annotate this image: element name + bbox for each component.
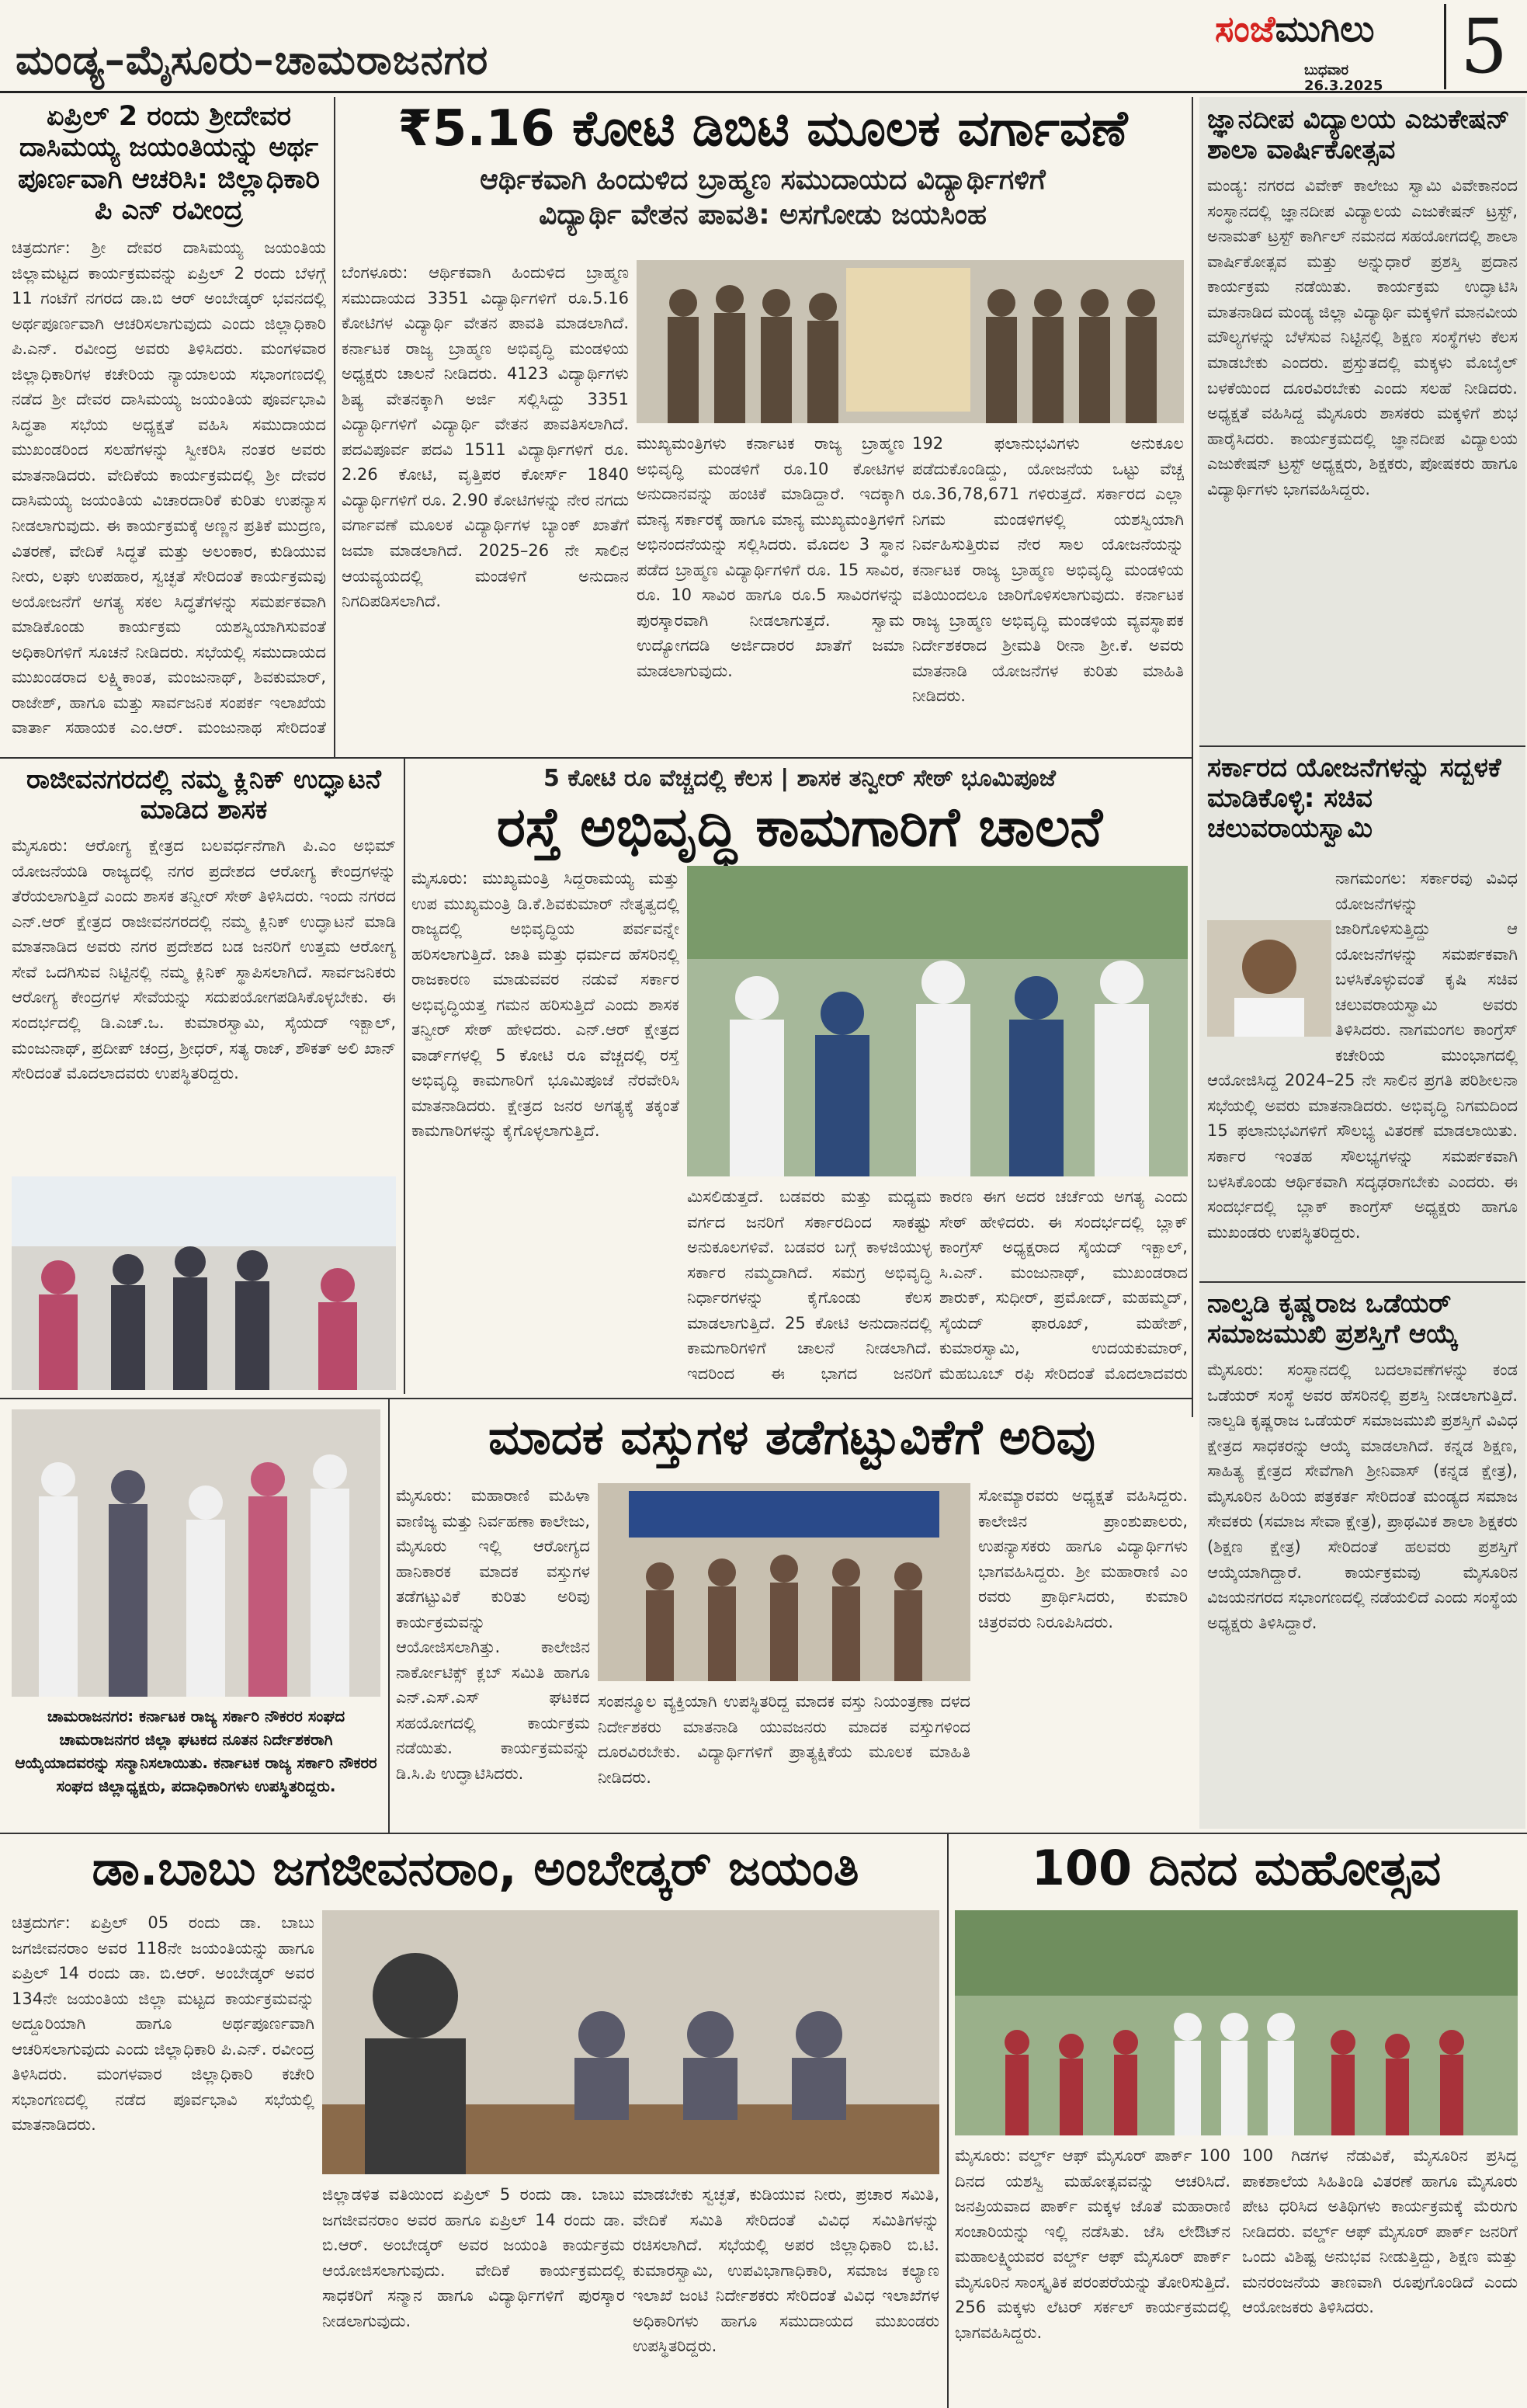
story-dasimayya [12, 101, 326, 744]
headline: 100 ದಿನದ ಮಹೋತ್ಸವ [1031, 1840, 1442, 1896]
subheadline: ವಿದ್ಯಾರ್ಥಿ ವೇತನ ಪಾವತಿ: ಅಸಗೋಡು ಜಯಸಿಂಹ [539, 198, 987, 231]
section-title: ಮಂಡ್ಯ–ಮೈಸೂರು–ಚಾಮರಾಜನಗರ [16, 37, 489, 84]
group-photo-icon [955, 1910, 1518, 2135]
story-road-works [411, 765, 1188, 859]
brand-mugilu: ಮುಗಿಲು [1275, 8, 1375, 50]
story-body: ಜಿಲ್ಲಾಡಳಿತ ವತಿಯಿಂದ ಏಪ್ರಿಲ್ 5 ರಂದು ಡಾ. ಬಾಬು ಜಗಜೀವನರಾಂ ಅವರ ಹಾಗೂ ಏಪ್ರಿಲ್ 14 ರಂದು ಡಾ. ಬಿ.ಆರ್. ಅಂಬೇಡ್ಕರ್ ಅವರ ಜಯಂತಿ ಕಾರ್ಯಕ್ರಮ ಆಯೋಜಿಸಲಾಗುವುದು. ವೇದಿಕೆ ಕಾರ್ಯಕ್ರಮದಲ್ಲಿ ಸಾಧಕರಿಗೆ ಸನ್ಮಾನ ಹಾಗೂ ವಿದ್ಯಾರ್ಥಿಗಳಿಗೆ ಪುರಸ್ಕಾರ ನೀಡಲಾಗುವುದು. [322, 2185, 625, 2330]
story-body: ಮೈಸೂರು: ವರ್ಲ್ಡ್ ಆಫ್ ಮೈಸೂರ್ ಪಾರ್ಕ್ 100 ದಿನದ ಯಶಸ್ವಿ ಮಹೋತ್ಸವವನ್ನು ಆಚರಿಸಿದೆ. ಜನಪ್ರಿಯವಾದ ಪಾರ್ಕ್ ಮಕ್ಕಳ ಜೊತೆ ಮಹಾರಾಣಿ ಸಂಚಾರಿಯನ್ನು ಇಲ್ಲಿ ನಡೆಸಿತು. ಜೆಸಿ ಲೇಔಟ್‌ನ ಮಹಾಲಕ್ಷ್ಮಿಯವರ ವರ್ಲ್ಡ್ ಆಫ್ ಮೈಸೂರ್ ಪಾರ್ಕ್ ಮೈಸೂರಿನ ಸಾಂಸ್ಕೃತಿಕ ಪರಂಪರೆಯನ್ನು ತೋರಿಸುತ್ತಿದೆ. 256 ಮಕ್ಕಳು ಲೆಟರ್ ಸರ್ಕಲ್ ಕಾರ್ಯಕ್ರಮದಲ್ಲಿ ಭಾಗವಹಿಸಿದ್ದರು. [955, 2146, 1230, 2342]
story-jnanadeepa [1207, 105, 1518, 701]
issue-date: 26.3.2025 [1304, 78, 1383, 94]
story-jayanti [12, 1840, 939, 1895]
page-header [0, 0, 1527, 93]
story-body [1207, 866, 1518, 1277]
column-rule [334, 97, 335, 757]
story-namma-clinic [12, 765, 396, 1159]
column-rule [947, 1833, 949, 2408]
headline: ಜ್ಞಾನದೀಪ ವಿದ್ಯಾಲಯ ಎಜುಕೇಷನ್ ಶಾಲಾ ವಾರ್ಷಿಕೋತ್ಸವ [1207, 104, 1510, 166]
headline: ರಾಜೀವನಗರದಲ್ಲಿ ನಮ್ಮ ಕ್ಲಿನಿಕ್ ಉದ್ಘಾಟನೆ ಮಾಡಿದ ಶಾಸಕ [26, 764, 381, 826]
story-body: ಮುಖ್ಯಮಂತ್ರಿಗಳು ಕರ್ನಾಟಕ ರಾಜ್ಯ ಬ್ರಾಹ್ಮಣ ಅಭಿವೃದ್ಧಿ ಮಂಡಳಿಗೆ ರೂ.10 ಕೋಟಿಗಳ ಅನುದಾನವನ್ನು ಹಂಚಿಕೆ ಮಾಡಿದ್ದಾರೆ. ಇದಕ್ಕಾಗಿ ಮಾನ್ಯ ಸರ್ಕಾರಕ್ಕೆ ಹಾಗೂ ಮಾನ್ಯ ಮುಖ್ಯಮಂತ್ರಿಗಳಿಗೆ ಅಭಿನಂದನೆಯನ್ನು ಸಲ್ಲಿಸಿದರು. ಮೊದಲ 3 ಸ್ಥಾನ ಪಡೆದ ಬ್ರಾಹ್ಮಣ ವಿದ್ಯಾರ್ಥಿಗಳಿಗೆ ರೂ. 15 ಸಾವಿರ, ರೂ. 10 ಸಾವಿರ ಹಾಗೂ ರೂ.5 ಸಾವಿರಗಳನ್ನು ಪುರಸ್ಕಾರವಾಗಿ ನೀಡಲಾಗುತ್ತದೆ. ಸ್ವಾಮ ಉದ್ಯೋಗದಡಿ ಅರ್ಜಿದಾರರ ಖಾತೆಗೆ ಜಮಾ ಮಾಡಲಾಗುವುದು. [637, 434, 904, 680]
story-chaluvarayaswamy [1207, 753, 1518, 844]
story-body: ಕಾರಣ ಈಗ ಅದರ ಚರ್ಚೆಯ ಅಗತ್ಯ ಎಂದು ಸೇಠ್ ಹೇಳಿದರು. ಈ ಸಂದರ್ಭದಲ್ಲಿ ಬ್ಲಾಕ್ ಕಾಂಗ್ರೆಸ್ ಅಧ್ಯಕ್ಷರಾದ ಸೈಯದ್ ಇಕ್ಬಾಲ್, ಸಿ.ಎನ್. ಮಂಜುನಾಥ್, ಮುಖಂಡರಾದ ಶಾರುಕ್, ಸುಧೀರ್, ಪ್ರಮೋದ್, ಮಹಮ್ಮದ್, ಸೈಯದ್ ಫಾರೂಖ್, ಮಹೇಶ್, ಕುಮಾರಸ್ವಾಮಿ, ಉದಯಕುಮಾರ್, ಮೆಹಬೂಬ್ ರಫಿ ಸೇರಿದಂತೆ ಮೊದಲಾದವರು [939, 1187, 1188, 1383]
story-body: ಚಿತ್ರದುರ್ಗ: ಏಪ್ರಿಲ್ 05 ರಂದು ಡಾ. ಬಾಬು ಜಗಜೀವನರಾಂ ಅವರ 118ನೇ ಜಯಂತಿಯನ್ನು ಹಾಗೂ ಏಪ್ರಿಲ್ 14 ರಂದು ಡಾ. ಬಿ.ಆರ್. ಅಂಬೇಡ್ಕರ್ ಅವರ 134ನೇ ಜಯಂತಿಯ ಜಿಲ್ಲಾ ಮಟ್ಟದ ಕಾರ್ಯಕ್ರಮವನ್ನು ಅದ್ದೂರಿಯಾಗಿ ಹಾಗೂ ಅರ್ಥಪೂರ್ಣವಾಗಿ ಆಚರಿಸಲಾಗುವುದು ಎಂದು ಜಿಲ್ಲಾಧಿಕಾರಿ ಪಿ.ಎನ್. ರವೀಂದ್ರ ತಿಳಿಸಿದರು. ಮಂಗಳವಾರ ಜಿಲ್ಲಾಧಿಕಾರಿ ಕಚೇರಿ ಸಭಾಂಗಣದಲ್ಲಿ ನಡೆದ ಪೂರ್ವಭಾವಿ ಸಭೆಯಲ್ಲಿ ಮಾತನಾಡಿದರು. [12, 1913, 314, 2135]
headline: ಡಾ.ಬಾಬು ಜಗಜೀವನರಾಂ, ಅಂಬೇಡ್ಕರ್ ಜಯಂತಿ [92, 1840, 859, 1896]
issue-day: ಬುಧವಾರ [1304, 62, 1348, 78]
row-rule [0, 1398, 1192, 1399]
row-rule [0, 757, 1192, 759]
photo-awareness-event [598, 1483, 970, 1681]
group-photo-icon [598, 1483, 970, 1681]
story-nalwadi-award [1207, 1289, 1518, 1808]
story-100-days [955, 1840, 1518, 1895]
story-body-text: ನಾಗಮಂಗಲ: ಸರ್ಕಾರವು ವಿವಿಧ ಯೋಜನೆಗಳನ್ನು ಜಾರಿಗೊಳಿಸುತ್ತಿದ್ದು ಆ ಯೋಜನೆಗಳನ್ನು ಸಮರ್ಪಕವಾಗಿ ಬಳಸಿಕೊಳ್ಳುವಂತೆ ಕೃಷಿ ಸಚಿವ ಚಲುವರಾಯಸ್ವಾಮಿ ಅವರು ತಿಳಿಸಿದರು. ನಾಗಮಂಗಲ ಕಾಂಗ್ರೆಸ್ ಕಚೇರಿಯ ಮುಂಭಾಗದಲ್ಲಿ ಆಯೋಜಿಸಿದ್ದ 2024–25 ನೇ ಸಾಲಿನ ಪ್ರಗತಿ ಪರಿಶೀಲನಾ ಸಭೆಯಲ್ಲಿ ಅವರು ಮಾತನಾಡಿದರು. ಅಭಿವೃದ್ಧಿ ನಿಗಮದಿಂದ 15 ಫಲಾನುಭವಿಗಳಿಗೆ ಸೌಲಭ್ಯ ವಿತರಣೆ ಮಾಡಲಾಯಿತು. ಸರ್ಕಾರ ಇಂತಹ ಸೌಲಭ್ಯಗಳನ್ನು ಸಮರ್ಪಕವಾಗಿ ಬಳಸಿಕೊಂಡು ಆರ್ಥಿಕವಾಗಿ ಸದೃಢರಾಗಬೇಕು ಎಂದರು. ಈ ಸಂದರ್ಭದಲ್ಲಿ ಬ್ಲಾಕ್ ಕಾಂಗ್ರೆಸ್ ಅಧ್ಯಕ್ಷರು ಹಾಗೂ ಮುಖಂಡರು ಉಪಸ್ಥಿತರಿದ್ದರು. [1207, 869, 1518, 1242]
story-body: ಮೈಸೂರು: ಆರೋಗ್ಯ ಕ್ಷೇತ್ರದ ಬಲವರ್ಧನೆಗಾಗಿ ಪಿ.ಎಂ ಅಭಿಮ್ ಯೋಜನೆಯಡಿ ರಾಜ್ಯದಲ್ಲಿ ನಗರ ಪ್ರದೇಶದ ಆರೋಗ್ಯ ಕೇಂದ್ರಗಳನ್ನು ತೆರೆಯಲಾಗುತ್ತಿದೆ ಎಂದು ಶಾಸಕ ತನ್ವೀರ್ ಸೇಠ್ ತಿಳಿಸಿದರು. ಇಂದು ನಗರದ ಎನ್.ಆರ್ ಕ್ಷೇತ್ರದ ರಾಜೀವನಗರದಲ್ಲಿ ನಮ್ಮ ಕ್ಲಿನಿಕ್ ಉದ್ಘಾಟನೆ ಮಾಡಿ ಮಾತನಾಡಿದ ಅವರು ನಗರ ಪ್ರದೇಶದ ಬಡ ಜನರಿಗೆ ಉತ್ತಮ ಆರೋಗ್ಯ ಸೇವೆ ಒದಗಿಸುವ ನಿಟ್ಟಿನಲ್ಲಿ ನಮ್ಮ ಕ್ಲಿನಿಕ್ ಸ್ಥಾಪಿಸಲಾಗಿದೆ. ಸಾರ್ವಜನಿಕರು ಆರೋಗ್ಯ ಕೇಂದ್ರಗಳ ಸೇವೆಯನ್ನು ಸದುಪಯೋಗಪಡಿಸಿಕೊಳ್ಳಬೇಕು. ಈ ಸಂದರ್ಭದಲ್ಲಿ ಡಿ.ಎಚ್.ಒ. ಕುಮಾರಸ್ವಾಮಿ, ಸೈಯದ್ ಇಕ್ಬಾಲ್, ಮಂಜುನಾಥ್, ಪ್ರದೀಪ್ ಚಂದ್ರ, ಶ್ರೀಧರ್, ಸತ್ಯ ರಾಜ್, ಶೌಕತ್ ಅಲಿ ಖಾನ್ ಸೇರಿದಂತೆ ಮೊದಲಾದವರು ಉಪಸ್ಥಿತರಿದ್ದರು. [12, 836, 396, 1083]
brand-sanje: ಸಂಜೆ [1215, 8, 1275, 50]
group-photo-icon [12, 1176, 396, 1390]
headline: ₹5.16 ಕೋಟಿ ಡಿಬಿಟಿ ಮೂಲಕ ವರ್ಗಾವಣೆ [397, 100, 1128, 158]
story-body: ಮಿಸಲಿಡುತ್ತದೆ. ಬಡವರು ಮತ್ತು ಮಧ್ಯಮ ವರ್ಗದ ಜನರಿಗೆ ಸರ್ಕಾರದಿಂದ ಸಾಕಷ್ಟು ಅನುಕೂಲಗಳಿವೆ. ಬಡವರ ಬಗ್ಗೆ ಕಾಳಜಿಯುಳ್ಳ ಸರ್ಕಾರ ನಮ್ಮದಾಗಿದೆ. ಸಮಗ್ರ ಅಭಿವೃದ್ಧಿ ನಿರ್ಧಾರಗಳನ್ನು ಕೈಗೊಂಡು ಕೆಲಸ ಮಾಡಲಾಗುತ್ತಿದೆ. 25 ಕೋಟಿ ಅನುದಾನದಲ್ಲಿ ಕಾಮಗಾರಿಗಳಿಗೆ ಚಾಲನೆ ನೀಡಲಾಗಿದೆ. ಇದರಿಂದ ಈ ಭಾಗದ ಜನರಿಗೆ [687, 1187, 932, 1383]
headline: ಏಪ್ರಿಲ್ 2 ರಂದು ಶ್ರೀದೇವರ ದಾಸಿಮಯ್ಯ ಜಯಂತಿಯನ್ನು ಅರ್ಥ ಪೂರ್ಣವಾಗಿ ಆಚರಿಸಿ: ಜಿಲ್ಲಾಧಿಕಾರಿ ಪಿ ಎನ್ ರವೀಂದ್ರ [18, 101, 320, 226]
group-photo-icon [687, 866, 1188, 1176]
story-drug-awareness [396, 1409, 1188, 1465]
headline: ಮಾದಕ ವಸ್ತುಗಳ ತಡೆಗಟ್ಟುವಿಕೆಗೆ ಅರಿವು [488, 1409, 1096, 1465]
story-body: ಮಂಡ್ಯ: ನಗರದ ವಿವೇಕ್ ಕಾಲೇಜು ಸ್ವಾಮಿ ವಿವೇಕಾನಂದ ಸಂಸ್ಥಾನದಲ್ಲಿ ಜ್ಞಾನದೀಪ ವಿದ್ಯಾಲಯ ಎಜುಕೇಷನ್ ಟ್ರಸ್ಟ್, ಅನಾಮತ್ ಟ್ರಸ್ಟ್ ಕಾರ್ಗಿಲ್ ನಮನದ ಸಹಯೋಗದಲ್ಲಿ ಶಾಲಾ ವಾರ್ಷಿಕೋತ್ಸವ ಮತ್ತು ಅನ್ನುಧಾರೆ ಪ್ರಶಸ್ತಿ ಪ್ರದಾನ ಕಾರ್ಯಕ್ರಮ ನಡೆಯಿತು. ಕಾರ್ಯಕ್ರಮ ಉದ್ಘಾಟಿಸಿ ಮಾತನಾಡಿದ ಮಂಡ್ಯ ಜಿಲ್ಲಾ ವಿದ್ಯಾರ್ಥಿ ಮಕ್ಕಳಿಗೆ ಮಾನವೀಯ ಮೌಲ್ಯಗಳನ್ನು ಬೆಳೆಸುವ ನಿಟ್ಟಿನಲ್ಲಿ ಶಿಕ್ಷಣ ಸಂಸ್ಥೆಗಳು ಕೆಲಸ ಮಾಡಬೇಕು ಎಂದರು. ಪ್ರಸ್ತುತದಲ್ಲಿ ಮಕ್ಕಳು ಮೊಬೈಲ್ ಬಳಕೆಯಿಂದ ದೂರವಿರಬೇಕು ಎಂದು ಸಲಹೆ ನೀಡಿದರು. ಅಧ್ಯಕ್ಷತೆ ವಹಿಸಿದ್ದ ಮೈಸೂರು ಶಾಸಕರು ಮಕ್ಕಳಿಗೆ ಶುಭ ಹಾರೈಸಿದರು. ಕಾರ್ಯಕ್ರಮದಲ್ಲಿ ಜ್ಞಾನದೀಪ ವಿದ್ಯಾಲಯ ಎಜುಕೇಷನ್ ಟ್ರಸ್ಟ್ ಅಧ್ಯಕ್ಷರು, ಶಿಕ್ಷಕರು, ಪೋಷಕರು ಹಾಗೂ ವಿದ್ಯಾರ್ಥಿಗಳು ಭಾಗವಹಿಸಿದ್ದರು. [1207, 176, 1518, 499]
story-body: 100 ಗಿಡಗಳ ನೆಡುವಿಕೆ, ಮೈಸೂರಿನ ಪ್ರಸಿದ್ಧ ಪಾಕಶಾಲೆಯ ಸಿಹಿತಿಂಡಿ ವಿತರಣೆ ಹಾಗೂ ಮೈಸೂರು ಪೇಟ ಧರಿಸಿದ ಅತಿಥಿಗಳು ಕಾರ್ಯಕ್ರಮಕ್ಕೆ ಮೆರುಗು ನೀಡಿದರು. ವರ್ಲ್ಡ್ ಆಫ್ ಮೈಸೂರ್ ಪಾರ್ಕ್ ಜನರಿಗೆ ಒಂದು ವಿಶಿಷ್ಟ ಅನುಭವ ನೀಡುತ್ತಿದ್ದು, ಶಿಕ್ಷಣ ಮತ್ತು ಮನರಂಜನೆಯ ತಾಣವಾಗಿ ರೂಪುಗೊಂಡಿದೆ ಎಂದು ಆಯೋಜಕರು ತಿಳಿಸಿದರು. [1242, 2146, 1518, 2317]
column-rule [1192, 97, 1193, 1417]
column-rule [404, 757, 405, 1394]
photo-float-spacer [1207, 866, 1335, 1044]
subheadline: ಆರ್ಥಿಕವಾಗಿ ಹಿಂದುಳಿದ ಬ್ರಾಹ್ಮಣ ಸಮುದಾಯದ ವಿದ್ಯಾರ್ಥಿಗಳಿಗೆ [480, 163, 1046, 196]
headline: ನಾಲ್ವಡಿ ಕೃಷ್ಣರಾಜ ಒಡೆಯರ್ ಸಮಾಜಮುಖಿ ಪ್ರಶಸ್ತಿಗೆ ಆಯ್ಕೆ [1207, 1288, 1459, 1350]
photo-caption: ಚಾಮರಾಜನಗರ: ಕರ್ನಾಟಕ ರಾಜ್ಯ ಸರ್ಕಾರಿ ನೌಕರರ ಸಂಘದ ಚಾಮರಾಜನಗರ ಜಿಲ್ಲಾ ಘಟಕದ ನೂತನ ನಿರ್ದೇಶಕರಾಗಿ ಆಯ್ಕೆಯಾದವರನ್ನು ಸನ್ಮಾನಿಸಲಾಯಿತು. ಕರ್ನಾಟಕ ರಾಜ್ಯ ಸರ್ಕಾರಿ ನೌಕರರ ಸಂಘದ ಜಿಲ್ಲಾಧ್ಯಕ್ಷರು, ಪದಾಧಿಕಾರಿಗಳು ಉಪಸ್ಥಿತರಿದ್ದರು. [15, 1707, 377, 1795]
masthead-logo [1215, 8, 1432, 62]
photo-meeting [322, 1910, 939, 2174]
story-body: ಮಾಡಬೇಕು ಸ್ವಚ್ಛತೆ, ಕುಡಿಯುವ ನೀರು, ಪ್ರಚಾರ ಸಮಿತಿ, ವೇದಿಕೆ ಸಮಿತಿ ಸೇರಿದಂತೆ ವಿವಿಧ ಸಮಿತಿಗಳನ್ನು ರಚಿಸಲಾಗಿದೆ. ಸಭೆಯಲ್ಲಿ ಅಪರ ಜಿಲ್ಲಾಧಿಕಾರಿ ಬಿ.ಟಿ. ಕುಮಾರಸ್ವಾಮಿ, ಉಪವಿಭಾಗಾಧಿಕಾರಿ, ಸಮಾಜ ಕಲ್ಯಾಣ ಇಲಾಖೆ ಜಂಟಿ ನಿರ್ದೇಶಕರು ಸೇರಿದಂತೆ ವಿವಿಧ ಇಲಾಖೆಗಳ ಅಧಿಕಾರಿಗಳು ಹಾಗೂ ಸಮುದಾಯದ ಮುಖಂಡರು ಉಪಸ್ಥಿತರಿದ್ದರು. [633, 2185, 939, 2356]
row-rule [0, 1833, 1527, 1834]
column-rule [388, 1398, 390, 1833]
kicker: 5 ಕೋಟಿ ರೂ ವೆಚ್ಚದಲ್ಲಿ ಕೆಲಸ | ಶಾಸಕ ತನ್ವೀರ್ ಸೇಠ್ ಭೂಮಿಪೂಜೆ [543, 765, 1056, 792]
story-body: ಮೈಸೂರು: ಮಹಾರಾಣಿ ಮಹಿಳಾ ವಾಣಿಜ್ಯ ಮತ್ತು ನಿರ್ವಹಣಾ ಕಾಲೇಜು, ಮೈಸೂರು ಇಲ್ಲಿ ಆರೋಗ್ಯದ ಹಾನಿಕಾರಕ ಮಾದಕ ವಸ್ತುಗಳ ತಡೆಗಟ್ಟುವಿಕೆ ಕುರಿತು ಅರಿವು ಕಾರ್ಯಕ್ರಮವನ್ನು ಆಯೋಜಿಸಲಾಗಿತ್ತು. ಕಾಲೇಜಿನ ನಾರ್ಕೋಟಿಕ್ಸ್ ಕ್ಲಬ್ ಸಮಿತಿ ಹಾಗೂ ಎನ್.ಎಸ್.ಎಸ್ ಘಟಕದ ಸಹಯೋಗದಲ್ಲಿ ಕಾರ್ಯಕ್ರಮ ನಡೆಯಿತು. ಕಾರ್ಯಕ್ರಮವನ್ನು ಡಿ.ಸಿ.ಪಿ ಉದ್ಘಾಟಿಸಿದರು. [396, 1486, 590, 1784]
story-dbt-scholarship [342, 101, 1184, 231]
group-photo-icon [637, 260, 1184, 423]
meeting-photo-icon [322, 1910, 939, 2174]
story-body: ಮೈಸೂರು: ಸಂಸ್ಥಾನದಲ್ಲಿ ಬದಲಾವಣೆಗಳನ್ನು ಕಂಡ ಒಡೆಯರ್ ಸಂಸ್ಥೆ ಅವರ ಹೆಸರಿನಲ್ಲಿ ಪ್ರಶಸ್ತಿ ನೀಡಲಾಗುತ್ತಿದೆ. ನಾಲ್ವಡಿ ಕೃಷ್ಣರಾಜ ಒಡೆಯರ್ ಸಮಾಜಮುಖಿ ಪ್ರಶಸ್ತಿಗೆ ವಿವಿಧ ಕ್ಷೇತ್ರದ ಸಾಧಕರನ್ನು ಆಯ್ಕೆ ಮಾಡಲಾಗಿದೆ. ಕನ್ನಡ ಶಿಕ್ಷಣ, ಸಾಹಿತ್ಯ ಕ್ಷೇತ್ರದ ಸೇವೆಗಾಗಿ ಶ್ರೀನಿವಾಸ್ (ಕನ್ನಡ ಕ್ಷೇತ್ರ), ಮೈಸೂರಿನ ಹಿರಿಯ ಪತ್ರಕರ್ತ ಸೇರಿದಂತೆ ಮಂಡ್ಯದ ಸಮಾಜ ಸೇವಕರು (ಸಮಾಜ ಸೇವಾ ಕ್ಷೇತ್ರ), ಪ್ರಾಥಮಿಕ ಶಾಲಾ ಶಿಕ್ಷಕರು (ಶಿಕ್ಷಣ ಕ್ಷೇತ್ರ) ಸೇರಿದಂತೆ ಹಲವರು ಪ್ರಶಸ್ತಿಗೆ ಆಯ್ಕೆಯಾಗಿದ್ದಾರೆ. ಕಾರ್ಯಕ್ರಮವು ಮೈಸೂರಿನ ವಿಜಯನಗರದ ಸಭಾಂಗಣದಲ್ಲಿ ನಡೆಯಲಿದೆ ಎಂದು ಸಂಸ್ಥೆಯ ಅಧ್ಯಕ್ಷರು ತಿಳಿಸಿದ್ದಾರೆ. [1207, 1360, 1518, 1632]
group-photo-icon [12, 1409, 380, 1697]
photo-clinic-inauguration [12, 1176, 396, 1390]
headline: ಸರ್ಕಾರದ ಯೋಜನೆಗಳನ್ನು ಸದ್ಬಳಕೆ ಮಾಡಿಕೊಳ್ಳಿ: ಸಚಿವ ಚಲುವರಾಯಸ್ವಾಮಿ [1207, 752, 1501, 845]
story-body: ಚಿತ್ರದುರ್ಗ: ಶ್ರೀ ದೇವರ ದಾಸಿಮಯ್ಯ ಜಯಂತಿಯ ಜಿಲ್ಲಾಮಟ್ಟದ ಕಾರ್ಯಕ್ರಮವನ್ನು ಏಪ್ರಿಲ್ 2 ರಂದು ಬೆಳಗ್ಗೆ 11 ಗಂಟೆಗೆ ನಗರದ ಡಾ.ಬಿ ಆರ್ ಅಂಬೇಡ್ಕರ್ ಭವನದಲ್ಲಿ ಅರ್ಥಪೂರ್ಣವಾಗಿ ಆಚರಿಸಲಾಗುವುದು ಎಂದು ಜಿಲ್ಲಾಧಿಕಾರಿ ಪಿ.ಎನ್. ರವೀಂದ್ರ ಅವರು ತಿಳಿಸಿದರು. ಮಂಗಳವಾರ ಜಿಲ್ಲಾಧಿಕಾರಿಗಳ ಕಚೇರಿಯ ನ್ಯಾಯಾಲಯ ಸಭಾಂಗಣದಲ್ಲಿ ನಡೆದ ಶ್ರೀ ದೇವರ ದಾಸಿಮಯ್ಯ ಜಯಂತಿಯ ಪೂರ್ವಭಾವಿ ಸಿದ್ಧತಾ ಸಭೆಯ ಅಧ್ಯಕ್ಷತೆ ವಹಿಸಿ ಸಮುದಾಯದ ಮುಖಂಡರಿಂದ ಸಲಹೆಗಳನ್ನು ಸ್ವೀಕರಿಸಿ ನಂತರ ಅವರು ಮಾತನಾಡಿದರು. ವೇದಿಕೆಯ ಕಾರ್ಯಕ್ರಮದಲ್ಲಿ ಶ್ರೀ ದೇವರ ದಾಸಿಮಯ್ಯ ಜಯಂತಿಯ ವಿಚಾರದಾರಿಕೆ ಕುರಿತು ಉಪನ್ಯಾಸ ನೀಡಲಾಗುವುದು. ಈ ಕಾರ್ಯಕ್ರಮಕ್ಕೆ ಅಣ್ಣನ ಪ್ರತಿಕೆ ಮುದ್ರಣ, ವಿತರಣೆ, ವೇದಿಕೆ ಸಿದ್ಧತೆ ಮತ್ತು ಅಲಂಕಾರ, ಕುಡಿಯುವ ನೀರು, ಲಘು ಉಪಹಾರ, ಸ್ವಚ್ಛತೆ ಸೇರಿದಂತೆ ಕಾರ್ಯಕ್ರಮವು ಅಯೋಜನೆಗೆ ಅಗತ್ಯ ಸಕಲ ಸಿದ್ಧತೆಗಳನ್ನು ಸಮರ್ಪಕವಾಗಿ ಮಾಡಿಕೊಂಡು ಕಾರ್ಯಕ್ರಮ ಯಶಸ್ವಿಯಾಗಿಸುವಂತೆ ಅಧಿಕಾರಿಗಳಿಗೆ ಸೂಚನೆ ನೀಡಿದರು. ಸಭೆಯಲ್ಲಿ ಸಮುದಾಯದ ಮುಖಂಡರಾದ ಲಕ್ಷ್ಮಿಕಾಂತ, ಮಂಜುನಾಥ್, ಶಿವಕುಮಾರ್, ರಾಜೇಶ್, ಹಾಗೂ ಮತ್ತು ಸಾರ್ವಜನಿಕ ಸಂಪರ್ಕ ಇಲಾಖೆಯ ವಾರ್ತಾ ಸಹಾಯಕ ಎಂ.ಆರ್. ಮಂಜುನಾಥ ಸೇರಿದಂತೆ [12, 238, 326, 738]
photo-dbt-event [637, 260, 1184, 423]
story-body: ಬೆಂಗಳೂರು: ಆರ್ಥಿಕವಾಗಿ ಹಿಂದುಳಿದ ಬ್ರಾಹ್ಮಣ ಸಮುದಾಯದ 3351 ವಿದ್ಯಾರ್ಥಿಗಳಿಗೆ ರೂ.5.16 ಕೋಟಿಗಳ ವಿದ್ಯಾರ್ಥಿ ವೇತನ ಪಾವತಿ ಮಾಡಲಾಗಿದೆ. ಕರ್ನಾಟಕ ರಾಜ್ಯ ಬ್ರಾಹ್ಮಣ ಅಭಿವೃದ್ಧಿ ಮಂಡಳಿಯ ಅಧ್ಯಕ್ಷರು ಚಾಲನೆ ನೀಡಿದರು. 4123 ವಿದ್ಯಾರ್ಥಿಗಳು ಶಿಷ್ಯ ವೇತನಕ್ಕಾಗಿ ಅರ್ಜಿ ಸಲ್ಲಿಸಿದ್ದು 3351 ವಿದ್ಯಾರ್ಥಿಗಳಿಗೆ ವಿದ್ಯಾರ್ಥಿ ವೇತನ ಪಾವತಿಸಲಾಗಿದೆ. ಪದವಿಪೂರ್ವ ಪದವಿ 1511 ವಿದ್ಯಾರ್ಥಿಗಳಿಗೆ ರೂ. 2.26 ಕೋಟಿ, ವೃತ್ತಿಪರ ಕೋರ್ಸ್ 1840 ವಿದ್ಯಾರ್ಥಿಗಳಿಗೆ ರೂ. 2.90 ಕೋಟಿಗಳನ್ನು ನೇರ ನಗದು ವರ್ಗಾವಣೆ ಮೂಲಕ ವಿದ್ಯಾರ್ಥಿಗಳ ಬ್ಯಾಂಕ್ ಖಾತೆಗೆ ಜಮಾ ಮಾಡಲಾಗಿದೆ. 2025–26 ನೇ ಸಾಲಿನ ಆಯವ್ಯಯದಲ್ಲಿ ಮಂಡಳಿಗೆ ಅನುದಾನ ನಿಗದಿಪಡಿಸಲಾಗಿದೆ. [342, 263, 629, 611]
row-rule [1199, 1281, 1525, 1283]
headline: ರಸ್ತೆ ಅಭಿವೃದ್ಧಿ ಕಾಮಗಾರಿಗೆ ಚಾಲನೆ [496, 795, 1103, 859]
story-body: ಸಂಪನ್ಮೂಲ ವ್ಯಕ್ತಿಯಾಗಿ ಉಪಸ್ಥಿತರಿದ್ದ ಮಾದಕ ವಸ್ತು ನಿಯಂತ್ರಣಾ ದಳದ ನಿರ್ದೇಶಕರು ಮಾತನಾಡಿ ಯುವಜನರು ಮಾದಕ ವಸ್ತುಗಳಿಂದ ದೂರವಿರಬೇಕು. ವಿದ್ಯಾರ್ಥಿಗಳಿಗೆ ಪ್ರಾತ್ಯಕ್ಷಿಕೆಯ ಮೂಲಕ ಮಾಹಿತಿ ನೀಡಿದರು. [598, 1692, 970, 1787]
row-rule [1199, 745, 1525, 747]
photo-park-celebration [955, 1910, 1518, 2135]
page-number: 5 [1444, 4, 1522, 89]
photo-bhoomi-pooja [687, 866, 1188, 1176]
story-body: ಸೋಮ್ಯಾರವರು ಅಧ್ಯಕ್ಷತೆ ವಹಿಸಿದ್ದರು. ಕಾಲೇಜಿನ ಪ್ರಾಂಶುಪಾಲರು, ಉಪನ್ಯಾಸಕರು ಹಾಗೂ ವಿದ್ಯಾರ್ಥಿಗಳು ಭಾಗವಹಿಸಿದ್ದರು. ಶ್ರೀ ಮಹಾರಾಣಿ ಎಂ ರವರು ಪ್ರಾರ್ಥಿಸಿದರು, ಕುಮಾರಿ ಚಿತ್ರರವರು ನಿರೂಪಿಸಿದರು. [978, 1486, 1188, 1631]
story-body: 192 ಫಲಾನುಭವಿಗಳು ಅನುಕೂಲ ಪಡೆದುಕೊಂಡಿದ್ದು, ಯೋಜನೆಯ ಒಟ್ಟು ವೆಚ್ಚ ರೂ.36,78,671 ಗಳಿರುತ್ತದೆ. ಸರ್ಕಾರದ ಎಲ್ಲಾ ನಿಗಮ ಮಂಡಳಿಗಳಲ್ಲಿ ಯಶಸ್ವಿಯಾಗಿ ನಿರ್ವಹಿಸುತ್ತಿರುವ ನೇರ ಸಾಲ ಯೋಜನೆಯನ್ನು ಕರ್ನಾಟಕ ರಾಜ್ಯ ಬ್ರಾಹ್ಮಣ ಅಭಿವೃದ್ಧಿ ಮಂಡಳಿಯ ವತಿಯಿಂದಲೂ ಜಾರಿಗೊಳಿಸಲಾಗುವುದು. ಕರ್ನಾಟಕ ರಾಜ್ಯ ಬ್ರಾಹ್ಮಣ ಅಭಿವೃದ್ಧಿ ಮಂಡಳಿಯ ವ್ಯವಸ್ಥಾಪಕ ನಿರ್ದೇಶಕರಾದ ಶ್ರೀಮತಿ ರೀನಾ ಶ್ರೀ.ಕೆ. ಅವರು ಮಾತನಾಡಿ ಯೋಜನೆಗಳ ಕುರಿತು ಮಾಹಿತಿ ನೀಡಿದರು. [912, 434, 1184, 706]
story-body: ಮೈಸೂರು: ಮುಖ್ಯಮಂತ್ರಿ ಸಿದ್ದರಾಮಯ್ಯ ಮತ್ತು ಉಪ ಮುಖ್ಯಮಂತ್ರಿ ಡಿ.ಕೆ.ಶಿವಕುಮಾರ್ ನೇತೃತ್ವದಲ್ಲಿ ರಾಜ್ಯದಲ್ಲಿ ಅಭಿವೃದ್ಧಿಯ ಪರ್ವವನ್ನೇ ಹರಿಸಲಾಗುತ್ತಿದೆ. ಜಾತಿ ಮತ್ತು ಧರ್ಮದ ಹೆಸರಿನಲ್ಲಿ ರಾಜಕಾರಣ ಮಾಡುವವರ ನಡುವೆ ಸರ್ಕಾರ ಅಭಿವೃದ್ಧಿಯತ್ತ ಗಮನ ಹರಿಸುತ್ತಿದೆ ಎಂದು ಶಾಸಕ ತನ್ವೀರ್ ಸೇಠ್ ಹೇಳಿದರು. ಎನ್.ಆರ್ ಕ್ಷೇತ್ರದ ವಾರ್ಡ್‌ಗಳಲ್ಲಿ 5 ಕೋಟಿ ರೂ ವೆಚ್ಚದಲ್ಲಿ ರಸ್ತೆ ಅಭಿವೃದ್ಧಿ ಕಾಮಗಾರಿಗೆ ಭೂಮಿಪೂಜೆ ನೆರವೇರಿಸಿ ಮಾತನಾಡಿದರು. ಕ್ಷೇತ್ರದ ಜನರ ಅಗತ್ಯಕ್ಕೆ ತಕ್ಕಂತೆ ಕಾಮಗಾರಿಗಳನ್ನು ಕೈಗೊಳ್ಳಲಾಗುತ್ತಿದೆ. [411, 869, 679, 1141]
photo-employees-association [12, 1409, 380, 1697]
